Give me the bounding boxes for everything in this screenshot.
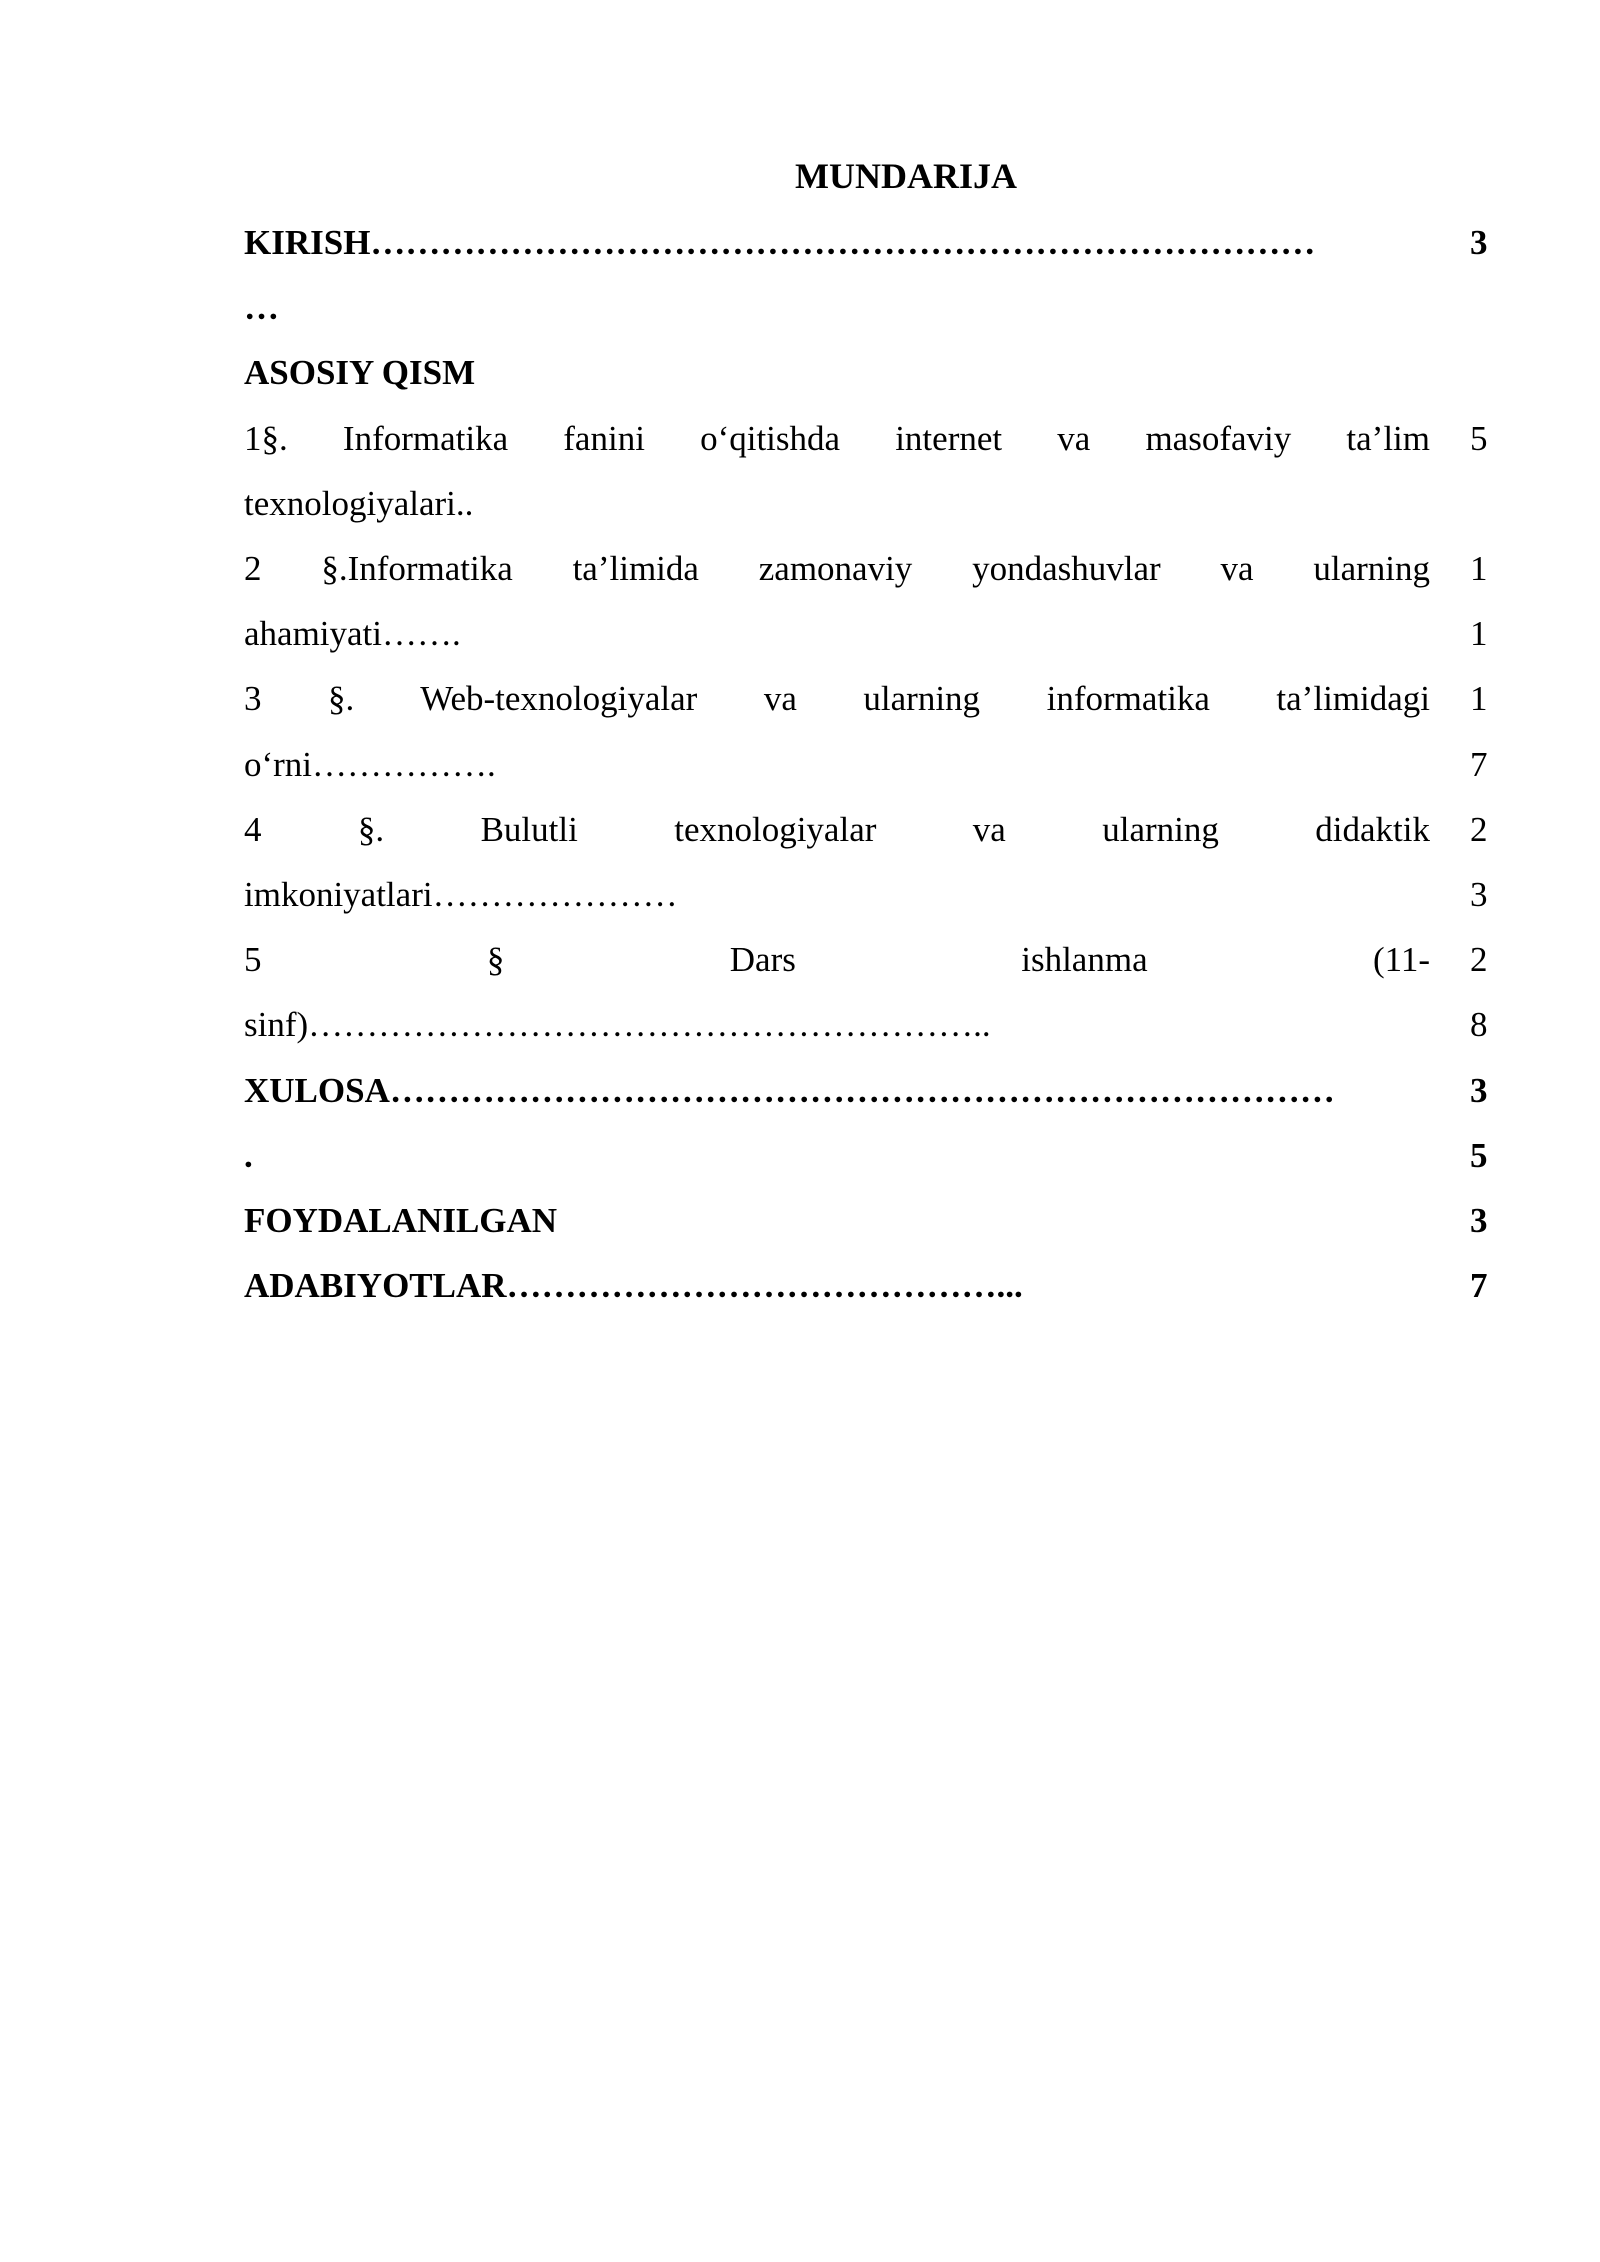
toc-entry-line: 4 §. Bulutli texnologiyalar va ularning didaktik xyxy=(244,809,1430,849)
toc-entry-text xyxy=(244,927,1430,1057)
toc-entry-line: ADABIYOTLAR……………………………………... xyxy=(244,1266,1023,1306)
toc-page-digit: 8 xyxy=(1470,1005,1488,1045)
toc-entry-page xyxy=(1430,666,1494,796)
toc-page-number: 3 xyxy=(1470,223,1488,262)
toc-entry-1[interactable] xyxy=(244,406,1494,536)
toc-entry-line: ahamiyati……. xyxy=(244,614,461,654)
toc-page-digit: 1 xyxy=(1470,679,1488,719)
toc-entry-page xyxy=(1430,210,1494,275)
toc-entry-line: … xyxy=(244,288,279,328)
toc-page-number: 5 xyxy=(1470,418,1488,458)
toc-title-text: MUNDARIJA xyxy=(795,156,1017,196)
toc-entry-4[interactable] xyxy=(244,797,1494,927)
toc-entry-page xyxy=(1430,1188,1494,1318)
toc-page-number: 11 xyxy=(1470,549,1488,654)
toc-entry-text xyxy=(244,1188,1430,1318)
toc-section-heading xyxy=(244,340,1494,405)
toc-entry-line: 3 §. Web-texnologiyalar va ularning informatika ta’limidagi xyxy=(244,679,1430,719)
toc-entry-line: 1§. Informatika fanini o‘qitishda internet va masofaviy ta’lim xyxy=(244,418,1430,458)
toc-entry-line: XULOSA……………………………………………………………………… xyxy=(244,1070,1335,1110)
toc-entry-2[interactable] xyxy=(244,536,1494,666)
toc-entry-text xyxy=(244,536,1430,666)
toc-page-digit: 2 xyxy=(1470,809,1488,849)
toc-title xyxy=(0,150,1600,202)
toc-entry-page xyxy=(1430,536,1494,666)
toc-page-digit: 7 xyxy=(1470,744,1488,784)
toc-entry-page xyxy=(1430,797,1494,927)
toc-entry-line: sinf)………………………………………………….. xyxy=(244,1005,991,1045)
toc-entry-page xyxy=(1430,1058,1494,1188)
toc-entry-page xyxy=(1430,927,1494,1057)
toc-entry-line: texnologiyalari.. xyxy=(244,483,474,523)
toc-entry-text xyxy=(244,666,1430,796)
toc-heading-text: ASOSIY QISM xyxy=(244,353,476,393)
toc-entry-text xyxy=(244,1058,1430,1188)
toc-page-digit: 3 xyxy=(1470,1070,1488,1110)
table-of-contents xyxy=(244,210,1494,1318)
toc-entry-references[interactable] xyxy=(244,1188,1494,1318)
toc-entry-xulosa[interactable] xyxy=(244,1058,1494,1188)
toc-page-digit: 7 xyxy=(1470,1266,1488,1306)
toc-entry-3[interactable] xyxy=(244,666,1494,796)
toc-entry-line: o‘rni……………. xyxy=(244,744,496,784)
toc-entry-5[interactable] xyxy=(244,927,1494,1057)
toc-entry-line: 5 § Dars ishlanma (11- xyxy=(244,940,1430,980)
toc-entry-text xyxy=(244,406,1430,536)
toc-entry-page xyxy=(1430,406,1494,471)
toc-entry-line: KIRISH……………………………………………………………………… xyxy=(244,223,1316,262)
toc-entry-text xyxy=(244,210,1430,340)
toc-entry-kirish[interactable] xyxy=(244,210,1494,340)
toc-page-digit: 3 xyxy=(1470,875,1488,915)
toc-page-digit: 3 xyxy=(1470,1201,1488,1241)
toc-entry-line: . xyxy=(244,1135,253,1175)
toc-page-digit: 5 xyxy=(1470,1135,1488,1175)
toc-page-digit: 2 xyxy=(1470,940,1488,980)
toc-entry-line: 2 §.Informatika ta’limida zamonaviy yondashuvlar va ularning xyxy=(244,549,1430,589)
toc-entry-line: imkoniyatlari………………… xyxy=(244,875,678,915)
toc-entry-line: FOYDALANILGAN xyxy=(244,1201,558,1241)
toc-entry-text xyxy=(244,797,1430,927)
